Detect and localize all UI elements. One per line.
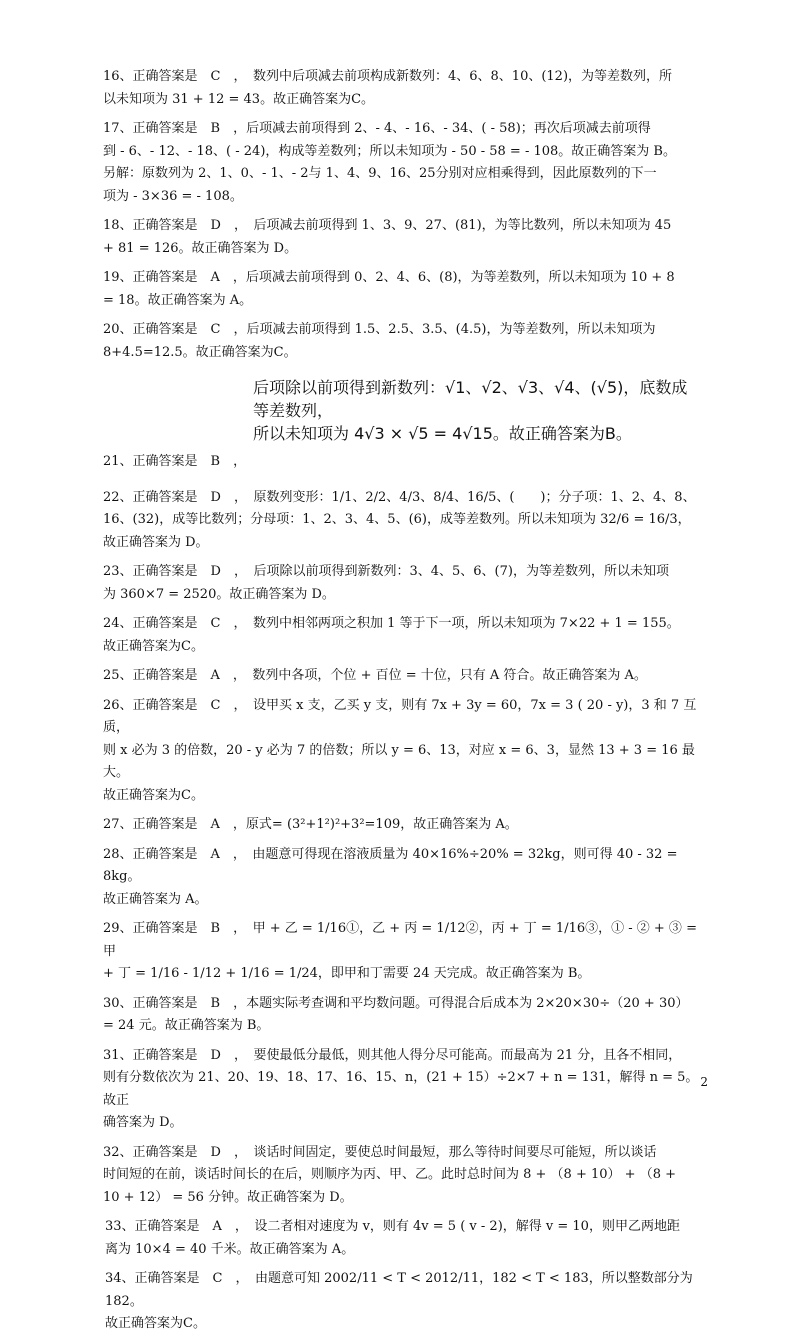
answer-29: 29、正确答案是 B ， 甲 + 乙 = 1/16①，乙 + 丙 = 1/12②，丙 + 丁 = 1/16③，① - ② + ③ = 甲 + 丁 = 1/16 - 1/12 + 1/16 = 1/24，即甲和丁需要 24 天完成。故正确答案为 B。 bbox=[103, 921, 697, 981]
answer-23: 23、正确答案是 D ， 后项除以前项得到新数列：3、4、5、6、(7)，为等差数列，所以未知项 为 360×7 = 2520。故正确答案为 D。 bbox=[103, 564, 669, 602]
answer-18: 18、正确答案是 D ， 后项减去前项得到 1、3、9、27、(81)，为等比数列，所以未知项为 45 + 81 = 126。故正确答案为 D。 bbox=[103, 218, 672, 256]
answer-19: 19、正确答案是 A ，后项减去前项得到 0、2、4、6、(8)，为等差数列，所以未知项为 10 + 8 = 18。故正确答案为 A。 bbox=[103, 270, 675, 308]
answer-16: 16、正确答案是 C ， 数列中后项减去前项构成新数列：4、6、8、10、(12)，为等差数列，所 以未知项为 31 + 12 = 43。故正确答案为C。 bbox=[103, 69, 673, 107]
answer-32: 32、正确答案是 D ， 谈话时间固定，要使总时间最短，那么等待时间要尽可能短，所以谈话 时间短的在前，谈话时间长的在后，则顺序为丙、甲、乙。此时总时间为 8 + （8 + 10） + （8 + 10 + 12） = 56 分钟。故正确答案为 D。 bbox=[103, 1144, 676, 1205]
answer-24: 24、正确答案是 C ， 数列中相邻两项之积加 1 等于下一项，所以未知项为 7×22 + 1 = 155。 故正确答案为C。 bbox=[103, 616, 680, 654]
answer-22: 22、正确答案是 D ， 原数列变形：1/1、2/2、4/3、8/4、16/5、( )；分子项：1、2、4、8、 16、(32)，成等比数列；分母项：1、2、3、4、5、(6)，成等差数列。所以未知项为 32/6 = 16/3， 故正确答案为 D。 bbox=[103, 489, 696, 550]
answer-27: 27、正确答案是 A ，原式= (3²+1²)²+3²=109，故正确答案为 A。 bbox=[103, 817, 518, 832]
answer-25: 25、正确答案是 A ， 数列中各项，个位 + 百位 = 十位，只有 A 符合。故正确答案为 A。 bbox=[103, 668, 647, 683]
answer-26: 26、正确答案是 C ， 设甲买 x 支，乙买 y 支，则有 7x + 3y = 60，7x = 3 ( 20 - y)，3 和 7 互质， 则 x 必为 3 的倍数，20 - y 必为 7 的倍数；所以 y = 6、13，对应 x = 6、3，显然 13 + 3 = 16 最大。 故正确答案为C。 bbox=[103, 697, 697, 803]
answer-21 bbox=[103, 376, 703, 474]
answer-31: 31、正确答案是 D ， 要使最低分最低，则其他人得分尽可能高。而最高为 21 分，且各不相同， 则有分数依次为 21、20、19、18、17、16、15、n，(21 + 15）÷2×7 + n = 131，解得 n = 5。故正 确答案为 D。 bbox=[103, 1047, 699, 1130]
answer-17: 17、正确答案是 B ，后项减去前项得到 2、- 4、- 16、- 34、( - 58)；再次后项减去前项得 到 - 6、- 12、- 18、( - 24)，构成等差数列；所以未知项为 - 50 - 58 = - 108。故正确答案为 B。 另解：原数列为 2、1、0、- 1、- 2与 1、4、9、16、25分别对应相乘得到，因此原数列的下一 项为 - 3×36 = - 108。 bbox=[103, 121, 676, 204]
answer-20: 20、正确答案是 C ，后项减去前项得到 1.5、2.5、3.5、(4.5)，为等差数列，所以未知项为 8+4.5=12.5。故正确答案为C。 bbox=[103, 322, 656, 360]
answer-list bbox=[103, 66, 703, 1343]
formula-block: 后项除以前项得到新数列：√1、√2、√3、√4、(√5)，底数成等差数列， 所以未知项为 4√3 × √5 = 4√15。故正确答案为B。 bbox=[253, 378, 688, 443]
answer-21-label: 21、正确答案是 B ， bbox=[103, 454, 247, 469]
page-number: 2 bbox=[700, 1075, 708, 1089]
answer-33: 33、正确答案是 A ， 设二者相对速度为 v，则有 4v = 5 ( v - 2)，解得 v = 10，则甲乙两地距 离为 10×4 = 40 千米。故正确答案为 A。 bbox=[105, 1219, 680, 1257]
answer-34: 34、正确答案是 C ， 由题意可知 2002/11 < T < 2012/11，182 < T < 183，所以整数部分为 182。 故正确答案为C。 bbox=[105, 1271, 693, 1331]
answer-30: 30、正确答案是 B ，本题实际考查调和平均数问题。可得混合后成本为 2×20×30÷（20 + 30） = 24 元。故正确答案为 B。 bbox=[103, 995, 689, 1033]
answer-28: 28、正确答案是 A ， 由题意可得现在溶液质量为 40×16%÷20% = 32kg，则可得 40 - 32 = 8kg。 故正确答案为 A。 bbox=[103, 846, 678, 907]
